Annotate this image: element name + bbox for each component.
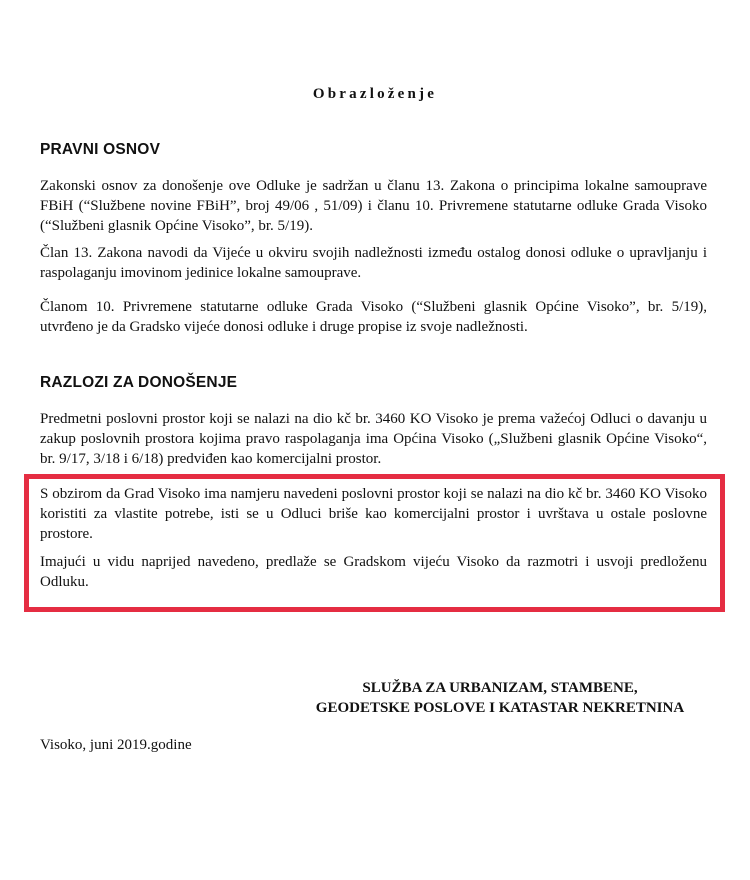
- paragraph-reasons-1: Predmetni poslovni prostor koji se nalazi na dio kč br. 3460 KO Visoko je prema važećoj Odluci o davanju u zakup poslovnih prostora kojima pravo raspolaganja ima Općina Visoko („Službeni glasnik Općine Visoko“, br. 9/17, 3/18 i 6/18) predviđen kao komercijalni prostor.: [40, 411, 707, 467]
- document-title: Obrazloženje: [312, 86, 438, 102]
- section-heading-legal-basis: PRAVNI OSNOV: [40, 141, 161, 158]
- paragraph-legal-basis-1: Zakonski osnov za donošenje ove Odluke je sadržan u članu 13. Zakona o principima lokalne samouprave FBiH (“Službene novine FBiH”, broj 49/06 , 51/09) i članu 10. Privremene statutarne odluke Grada Visoko (“Službeni glasnik Općine Visoko”, br. 5/19).: [40, 178, 707, 234]
- paragraph-reasons-3: Imajući u vidu naprijed navedeno, predlaže se Gradskom vijeću Visoko da razmotri i usvoji predloženu Odluku.: [40, 554, 707, 590]
- signature-service-line-2: GEODETSKE POSLOVE I KATASTAR NEKRETNINA: [315, 700, 685, 716]
- paragraph-legal-basis-3: Članom 10. Privremene statutarne odluke Grada Visoko (“Službeni glasnik Općine Visoko”, br. 5/19), utvrđeno je da Gradsko vijeće donosi odluke i druge propise iz svoje nadležnosti.: [40, 299, 707, 335]
- document-date: Visoko, juni 2019.godine: [40, 737, 192, 753]
- signature-service-line-1: SLUŽBA ZA URBANIZAM, STAMBENE,: [362, 680, 638, 696]
- paragraph-legal-basis-2: Član 13. Zakona navodi da Vijeće u okviru svojih nadležnosti između ostalog donosi odluke o upravljanju i raspolaganju imovinom jedinice lokalne samouprave.: [40, 245, 707, 281]
- section-heading-reasons: RAZLOZI ZA DONOŠENJE: [40, 374, 238, 391]
- paragraph-reasons-2: S obzirom da Grad Visoko ima namjeru navedeni poslovni prostor koji se nalazi na dio kč br. 3460 KO Visoko koristiti za vlastite potrebe, isti se u Odluci briše kao komercijalni prostor i uvrštava u ostale poslovne prostore.: [40, 486, 707, 542]
